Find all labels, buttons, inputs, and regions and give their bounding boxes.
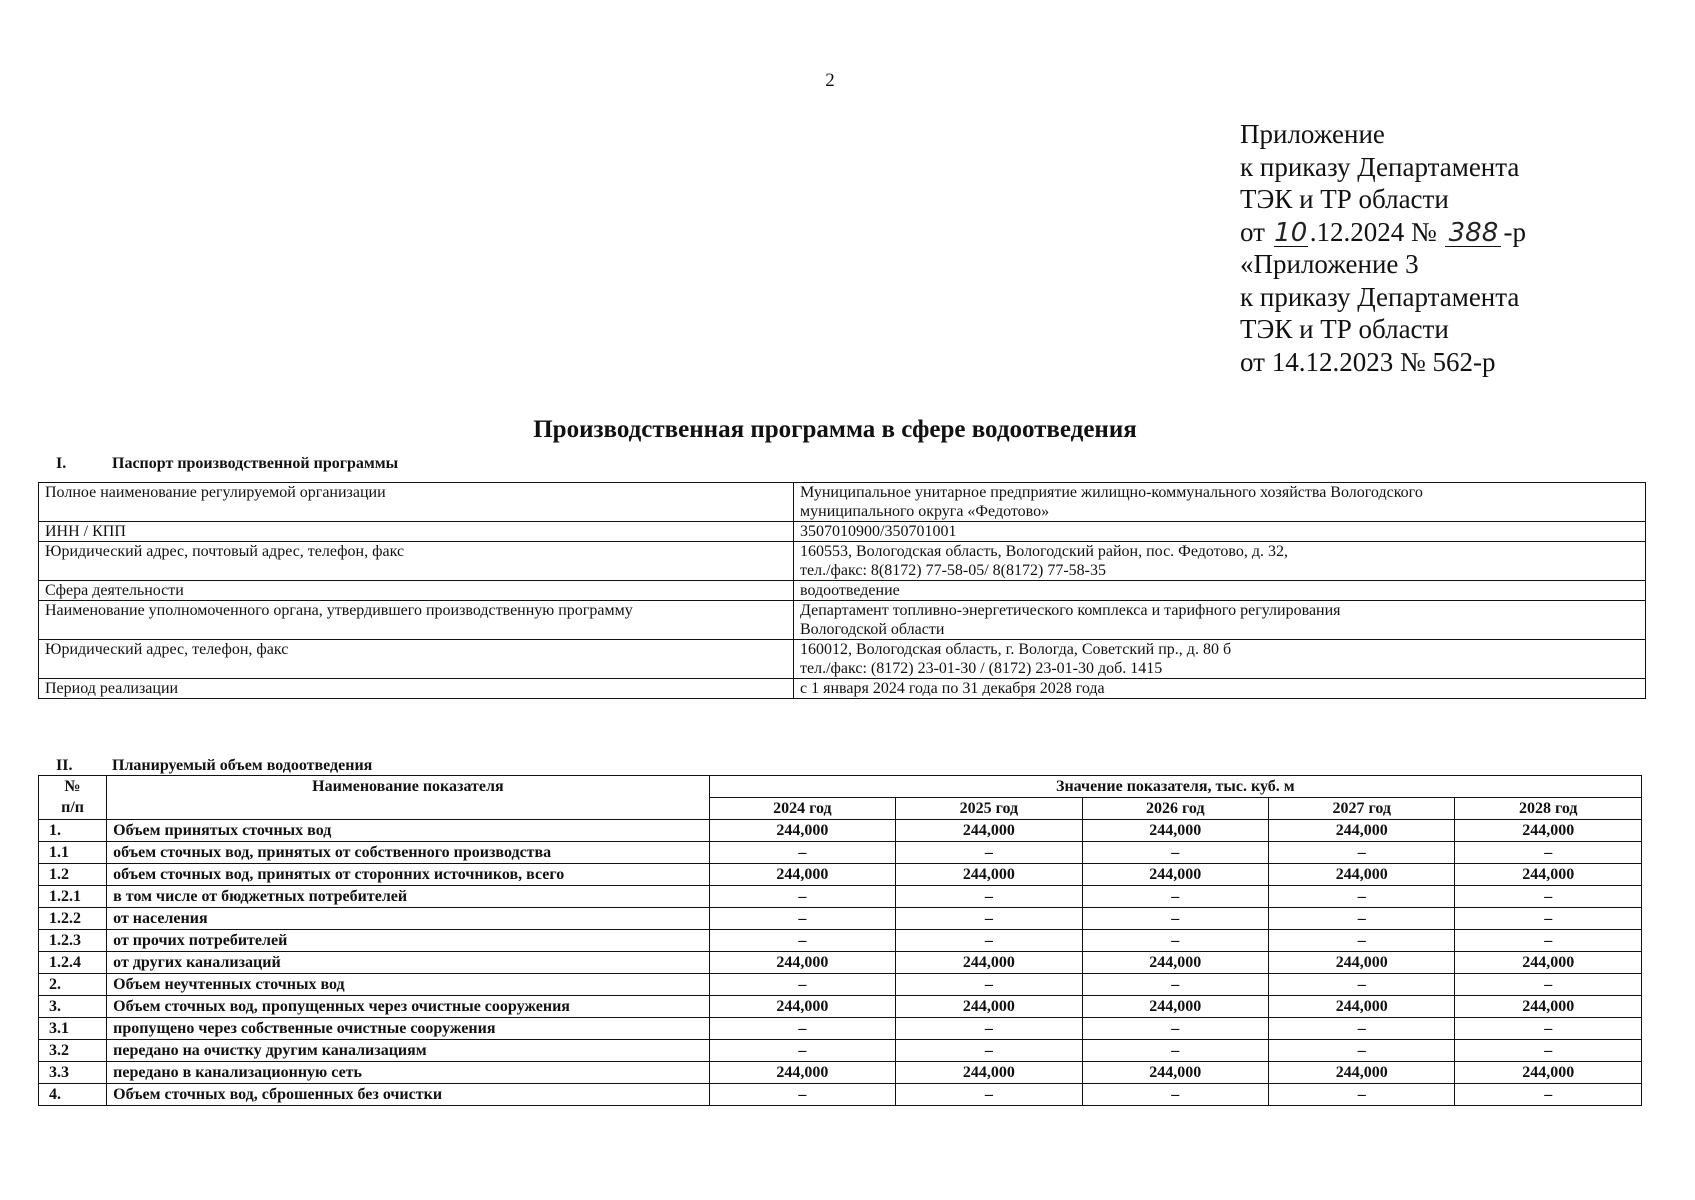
- appendix-date-mid: .12.2024 №: [1309, 216, 1437, 247]
- row-value: 244,000: [896, 996, 1082, 1018]
- passport-value: [794, 640, 1646, 679]
- section-1-title: Паспорт производственной программы: [112, 455, 399, 472]
- row-value: 244,000: [709, 864, 895, 886]
- passport-value-line-1: водоотведение: [800, 582, 900, 599]
- row-value: –: [1455, 1018, 1642, 1040]
- passport-row: [39, 601, 1646, 640]
- appendix-line-8: от 14.12.2023 № 562-р: [1240, 346, 1496, 377]
- appendix-line-1: Приложение: [1240, 119, 1385, 149]
- year-header: 2025 год: [896, 798, 1082, 820]
- row-number: 3.3: [39, 1062, 107, 1084]
- row-value: –: [1455, 930, 1642, 952]
- year-header: 2027 год: [1269, 798, 1455, 820]
- row-value: –: [1455, 1040, 1642, 1062]
- row-value: –: [1269, 974, 1455, 996]
- passport-value: [794, 483, 1646, 522]
- row-value: 244,000: [709, 952, 895, 974]
- row-value: 244,000: [1455, 996, 1642, 1018]
- row-number: 1.2.2: [39, 908, 107, 930]
- passport-label: Сфера деятельности: [39, 581, 794, 601]
- appendix-line-5: «Приложение 3: [1240, 249, 1419, 279]
- passport-value-line-1: 160012, Вологодская область, г. Вологда, Советский пр., д. 80 б: [800, 641, 1232, 658]
- volume-row: [39, 820, 1642, 842]
- row-value: –: [709, 886, 895, 908]
- passport-value-line-2: тел./факс: (8172) 23-01-30 / (8172) 23-01-30 доб. 1415: [800, 660, 1163, 677]
- row-value: 244,000: [896, 952, 1082, 974]
- row-value: –: [1455, 908, 1642, 930]
- passport-value-line-1: 160553, Вологодская область, Вологодский район, пос. Федотово, д. 32,: [800, 543, 1289, 560]
- section-1-number: I.: [56, 455, 67, 472]
- row-value: –: [1082, 1018, 1268, 1040]
- row-value: 244,000: [1082, 1062, 1268, 1084]
- year-header: 2026 год: [1082, 798, 1268, 820]
- col-num-header: [39, 776, 107, 820]
- row-value: –: [896, 908, 1082, 930]
- row-value: 244,000: [1082, 952, 1268, 974]
- row-value: –: [1082, 1040, 1268, 1062]
- row-value: –: [1082, 1084, 1268, 1106]
- passport-value-line-1: Департамент топливно-энергетического комплекса и тарифного регулирования: [800, 602, 1341, 619]
- row-value: 244,000: [1082, 864, 1268, 886]
- row-value: –: [1082, 842, 1268, 864]
- appendix-line-2: к приказу Департамента: [1240, 151, 1520, 182]
- row-value: 244,000: [896, 1062, 1082, 1084]
- section-2-number: II.: [56, 757, 73, 774]
- row-value: –: [709, 930, 895, 952]
- row-value: –: [1269, 1018, 1455, 1040]
- row-value: –: [709, 842, 895, 864]
- volume-row: [39, 1040, 1642, 1062]
- row-number: 3.2: [39, 1040, 107, 1062]
- passport-row: [39, 640, 1646, 679]
- row-name: передано на очистку другим канализациям: [107, 1040, 710, 1062]
- col-value-header: Значение показателя, тыс. куб. м: [709, 776, 1641, 798]
- row-number: 3.1: [39, 1018, 107, 1040]
- row-value: –: [1082, 974, 1268, 996]
- row-number: 2.: [39, 974, 107, 996]
- row-value: –: [896, 974, 1082, 996]
- row-number: 1.2: [39, 864, 107, 886]
- col-name-header: Наименование показателя: [107, 776, 710, 820]
- row-value: –: [1269, 842, 1455, 864]
- row-number: 1.1: [39, 842, 107, 864]
- passport-value-line-1: 3507010900/350701001: [800, 523, 957, 540]
- passport-table: [38, 482, 1646, 699]
- section-1-heading: [56, 455, 398, 473]
- passport-value: [794, 581, 1646, 601]
- volume-row: [39, 1062, 1642, 1084]
- row-value: –: [896, 842, 1082, 864]
- row-value: 244,000: [1082, 820, 1268, 842]
- row-value: –: [896, 1040, 1082, 1062]
- passport-row: [39, 542, 1646, 581]
- row-number: 1.: [39, 820, 107, 842]
- row-value: –: [896, 886, 1082, 908]
- row-name: от других канализаций: [107, 952, 710, 974]
- row-value: 244,000: [1269, 996, 1455, 1018]
- passport-value: [794, 542, 1646, 581]
- passport-value: [794, 601, 1646, 640]
- row-value: –: [1269, 908, 1455, 930]
- page-number: 2: [825, 70, 835, 91]
- row-value: 244,000: [1269, 1062, 1455, 1084]
- row-value: 244,000: [709, 1062, 895, 1084]
- row-value: 244,000: [1455, 952, 1642, 974]
- row-value: –: [709, 1018, 895, 1040]
- col-num-header-line1: №: [64, 778, 81, 795]
- appendix-date-suffix: -р: [1503, 216, 1526, 247]
- appendix-line-6: к приказу Департамента: [1240, 281, 1520, 312]
- row-value: –: [709, 1084, 895, 1106]
- volume-row: [39, 864, 1642, 886]
- row-name: Объем принятых сточных вод: [107, 820, 710, 842]
- passport-value-line-2: тел./факс: 8(8172) 77-58-05/ 8(8172) 77-58-35: [800, 562, 1106, 579]
- passport-label: Наименование уполномоченного органа, утвердившего производственную программу: [39, 601, 794, 640]
- row-value: –: [1455, 886, 1642, 908]
- passport-label: ИНН / КПП: [39, 522, 794, 542]
- row-number: 1.2.4: [39, 952, 107, 974]
- row-name: Объем сточных вод, пропущенных через очистные сооружения: [107, 996, 710, 1018]
- row-value: –: [709, 974, 895, 996]
- passport-row: [39, 483, 1646, 522]
- row-name: объем сточных вод, принятых от собственного производства: [107, 842, 710, 864]
- row-value: –: [896, 1018, 1082, 1040]
- row-value: 244,000: [709, 996, 895, 1018]
- volume-row: [39, 1018, 1642, 1040]
- row-value: –: [1269, 1040, 1455, 1062]
- passport-value: [794, 522, 1646, 542]
- row-value: –: [1269, 886, 1455, 908]
- document-title: Производственная программа в сфере водоотведения: [533, 416, 1137, 443]
- row-name: Объем сточных вод, сброшенных без очистки: [107, 1084, 710, 1106]
- row-number: 1.2.3: [39, 930, 107, 952]
- passport-row: [39, 581, 1646, 601]
- row-value: –: [709, 1040, 895, 1062]
- appendix-line-3: ТЭК и ТР области: [1240, 184, 1449, 214]
- row-value: 244,000: [1082, 996, 1268, 1018]
- col-num-header-line2: п/п: [61, 799, 85, 816]
- volume-row: [39, 1084, 1642, 1106]
- row-value: –: [1082, 908, 1268, 930]
- row-value: 244,000: [896, 820, 1082, 842]
- row-value: –: [709, 908, 895, 930]
- passport-value-line-1: Муниципальное унитарное предприятие жилищно-коммунального хозяйства Вологодского: [800, 484, 1423, 501]
- row-name: Объем неучтенных сточных вод: [107, 974, 710, 996]
- passport-value-line-2: муниципального округа «Федотово»: [800, 503, 1050, 520]
- passport-row: [39, 522, 1646, 542]
- row-value: 244,000: [1455, 864, 1642, 886]
- row-value: 244,000: [896, 864, 1082, 886]
- row-value: 244,000: [1269, 820, 1455, 842]
- row-value: –: [1269, 1084, 1455, 1106]
- section-2-heading: [56, 757, 372, 775]
- appendix-block: [1240, 118, 1526, 378]
- section-2-title: Планируемый объем водоотведения: [112, 757, 373, 774]
- passport-label: Юридический адрес, почтовый адрес, телефон, факс: [39, 542, 794, 581]
- volume-row: [39, 908, 1642, 930]
- row-number: 1.2.1: [39, 886, 107, 908]
- row-name: передано в канализационную сеть: [107, 1062, 710, 1084]
- handwritten-day: 10: [1274, 217, 1308, 248]
- appendix-line-4: [1240, 216, 1526, 249]
- row-number: 4.: [39, 1084, 107, 1106]
- passport-label: Период реализации: [39, 679, 794, 699]
- volume-row: [39, 952, 1642, 974]
- volume-table: [38, 775, 1642, 1106]
- year-header: 2028 год: [1455, 798, 1642, 820]
- volume-row: [39, 996, 1642, 1018]
- row-value: –: [1455, 974, 1642, 996]
- passport-row: [39, 679, 1646, 699]
- passport-value-line-2: Вологодской области: [800, 621, 945, 638]
- row-value: 244,000: [1455, 820, 1642, 842]
- passport-label: Юридический адрес, телефон, факс: [39, 640, 794, 679]
- passport-label: Полное наименование регулируемой организации: [39, 483, 794, 522]
- appendix-line-7: ТЭК и ТР области: [1240, 314, 1449, 344]
- volume-row: [39, 974, 1642, 996]
- row-number: 3.: [39, 996, 107, 1018]
- year-header: 2024 год: [709, 798, 895, 820]
- row-value: –: [1455, 1084, 1642, 1106]
- appendix-date-prefix: от: [1240, 216, 1265, 247]
- row-value: 244,000: [709, 820, 895, 842]
- row-name: пропущено через собственные очистные сооружения: [107, 1018, 710, 1040]
- row-value: –: [1082, 930, 1268, 952]
- row-value: –: [1082, 886, 1268, 908]
- volume-row: [39, 842, 1642, 864]
- row-name: в том числе от бюджетных потребителей: [107, 886, 710, 908]
- handwritten-order-number: 388: [1445, 220, 1501, 247]
- row-value: –: [896, 1084, 1082, 1106]
- volume-row: [39, 930, 1642, 952]
- row-value: –: [1455, 842, 1642, 864]
- row-name: от прочих потребителей: [107, 930, 710, 952]
- row-value: 244,000: [1269, 864, 1455, 886]
- passport-value-line-1: с 1 января 2024 года по 31 декабря 2028 года: [800, 680, 1105, 697]
- row-value: 244,000: [1455, 1062, 1642, 1084]
- row-value: –: [1269, 930, 1455, 952]
- passport-value: [794, 679, 1646, 699]
- row-value: 244,000: [1269, 952, 1455, 974]
- row-value: –: [896, 930, 1082, 952]
- row-name: объем сточных вод, принятых от сторонних источников, всего: [107, 864, 710, 886]
- row-name: от населения: [107, 908, 710, 930]
- volume-row: [39, 886, 1642, 908]
